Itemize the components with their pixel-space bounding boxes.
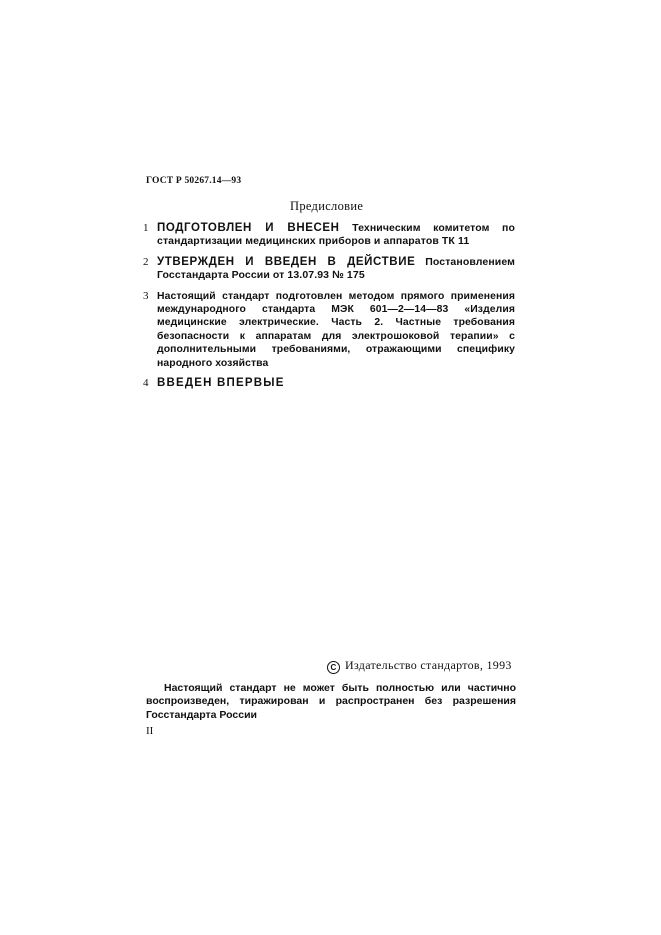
- item-body: Настоящий стандарт подготовлен методом прямого применения международного стандарта МЭК 601—2—14—83 «Изделия медицинские электрические. Часть 2. Частные требования безопасности к аппаратам для электрошоковой терапии» с дополнительными требованиями, отражающими специфику народного хозяйства: [157, 290, 515, 369]
- item-number: 2: [143, 255, 149, 268]
- foreword-heading: Предисловие: [290, 199, 364, 213]
- foreword-item: [143, 222, 515, 249]
- foreword-item: [143, 290, 515, 370]
- reproduction-notice: Настоящий стандарт не может быть полностью или частично воспроизведен, тиражирован и распространен без разрешения Госстандарта России: [146, 682, 516, 721]
- item-body: Техническим комитетом по стандартизации медицинских приборов и аппаратов ТК 11: [157, 222, 515, 248]
- copyright-icon: C: [327, 661, 340, 674]
- copyright-text: Издательство стандартов, 1993: [345, 658, 512, 672]
- item-number: 4: [143, 377, 149, 390]
- item-text: [157, 222, 515, 249]
- foreword-item: [143, 256, 515, 283]
- item-lead: ВВЕДЕН ВПЕРВЫЕ: [157, 377, 285, 390]
- item-text: [157, 290, 515, 370]
- item-lead: ПОДГОТОВЛЕН И ВНЕСЕН: [157, 222, 340, 234]
- item-text: [157, 256, 515, 283]
- item-body: Постановлением Госстандарта России от 13.07.93 № 175: [157, 255, 515, 282]
- item-number: 3: [143, 289, 149, 302]
- item-number: 1: [143, 222, 149, 234]
- page-number: II: [146, 725, 154, 737]
- document-code: ГОСТ Р 50267.14—93: [146, 176, 242, 186]
- foreword-list: [143, 222, 515, 397]
- item-lead: УТВЕРЖДЕН И ВВЕДЕН В ДЕЙСТВИЕ: [157, 255, 416, 268]
- copyright-line: [327, 658, 512, 674]
- foreword-item: [143, 377, 515, 390]
- item-text: [157, 377, 515, 390]
